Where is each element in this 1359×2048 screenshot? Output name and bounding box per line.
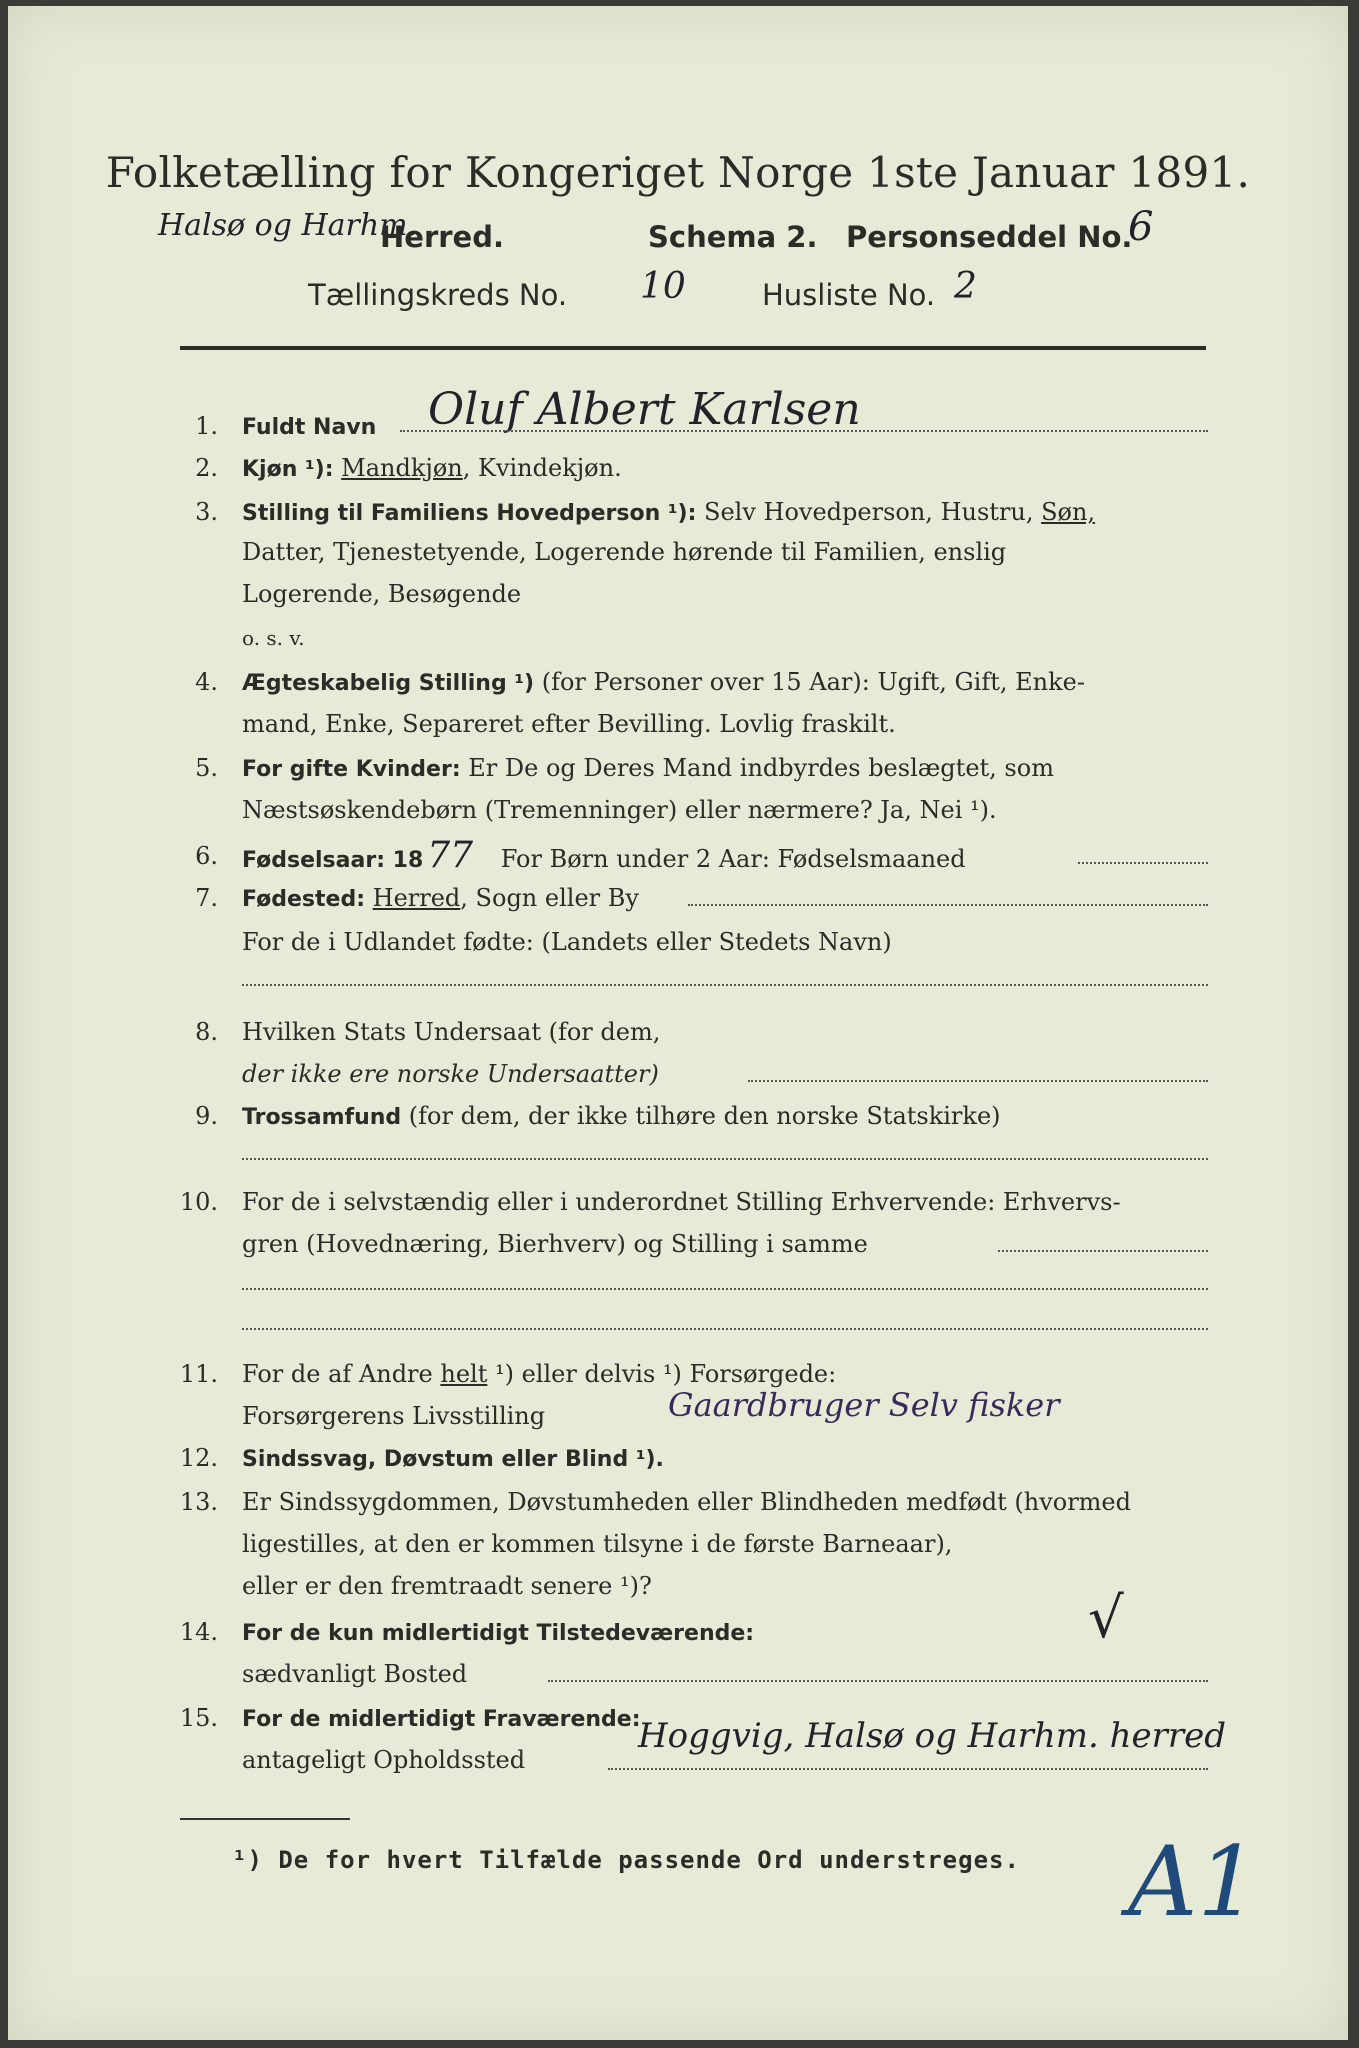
census-form-page: [8, 6, 1348, 2040]
fodested-label: Fødested:: [242, 887, 365, 912]
stilling-options-3: Logerende, Besøgende: [242, 580, 522, 608]
trossamfund-line: [242, 1158, 1208, 1160]
aegteskab-options-2: mand, Enke, Separeret efter Bevilling. Lovlig fraskilt.: [242, 710, 896, 738]
item-number: 6.: [195, 842, 218, 870]
item-number: 9.: [195, 1102, 218, 1130]
erhverv-line-1: [998, 1250, 1208, 1252]
fodested-rest: , Sogn eller By: [460, 884, 639, 912]
kjon-rest: , Kvindekjøn.: [462, 454, 622, 482]
personseddel-number: 6: [1128, 204, 1154, 250]
husliste-label: Husliste No.: [762, 278, 936, 312]
kjon-label: Kjøn ¹):: [242, 457, 334, 482]
medfodt-label: Er Sindssygdommen, Døvstumheden eller Blindheden medfødt (hvormed: [242, 1488, 1131, 1516]
fodested-herred: Herred: [372, 884, 461, 912]
opholdssted-line: [608, 1768, 1208, 1770]
item-number: 8.: [195, 1018, 218, 1046]
item-number: 7.: [195, 884, 218, 912]
fodselsmaaned-label: For Børn under 2 Aar: Fødselsmaaned: [493, 845, 966, 873]
bosted-line: [548, 1680, 1208, 1682]
name-label: Fuldt Navn: [242, 415, 377, 440]
forsorget-text-b: ¹) eller delvis ¹) Forsørgede:: [487, 1360, 837, 1388]
name-value: Oluf Albert Karlsen: [428, 384, 861, 435]
livsstilling-label: Forsørgerens Livsstilling: [242, 1402, 546, 1430]
item-number: 2.: [195, 454, 218, 482]
undersaat-label: Hvilken Stats Undersaat (for dem,: [242, 1018, 661, 1046]
livsstilling-value: Gaardbruger Selv fisker: [668, 1386, 1060, 1424]
udlandet-label: For de i Udlandet fødte: (Landets eller Stedets Navn): [242, 928, 892, 956]
item-number: 11.: [179, 1360, 218, 1388]
personseddel-label: Personseddel No.: [846, 220, 1133, 254]
item-number: 3.: [195, 498, 218, 526]
stilling-osv: o. s. v.: [242, 626, 305, 650]
item-number: 10.: [179, 1188, 218, 1216]
fodselsaar-label: Fødselsaar: 18: [242, 848, 424, 873]
gifte-question: Er De og Deres Mand indbyrdes beslægtet, som: [460, 754, 1054, 782]
husliste-number: 2: [954, 266, 977, 307]
trossamfund-text: (for dem, der ikke tilhøre den norske Statskirke): [401, 1102, 1001, 1130]
header-rule: [180, 346, 1206, 350]
footnote-rule: [180, 1818, 350, 1820]
undersaat-line: [748, 1080, 1208, 1082]
fodested-line: [688, 904, 1208, 906]
gifte-label: For gifte Kvinder:: [242, 757, 461, 782]
stilling-options-2: Datter, Tjenestetyende, Logerende hørende til Familien, enslig: [242, 538, 1007, 566]
medfodt-label-2: ligestilles, at den er kommen tilsyne i de første Barneaar),: [242, 1530, 953, 1558]
herred-label: Herred.: [380, 220, 504, 254]
gifte-question-2: Næstsøskendebørn (Tremenninger) eller nærmere? Ja, Nei ¹).: [242, 796, 997, 824]
name-line: [400, 430, 1208, 432]
corner-mark: A1: [1128, 1826, 1259, 1938]
kreds-label: Tællingskreds No.: [308, 278, 568, 312]
kreds-number: 10: [640, 266, 686, 307]
bosted-label: sædvanligt Bosted: [242, 1660, 468, 1688]
item-number: 15.: [179, 1704, 218, 1732]
schema-label: Schema 2.: [648, 220, 818, 254]
footnote: ¹) De for hvert Tilfælde passende Ord understreges.: [232, 1846, 1020, 1874]
form-title: Folketælling for Kongeriget Norge 1ste Januar 1891.: [105, 148, 1251, 197]
stilling-options: Selv Hovedperson, Hustru,: [696, 498, 1042, 526]
item-number: 5.: [195, 754, 218, 782]
medfodt-label-3: eller er den fremtraadt senere ¹)?: [242, 1572, 652, 1600]
udlandet-line: [242, 984, 1208, 986]
sindssvag-label: Sindssvag, Døvstum eller Blind ¹).: [242, 1447, 664, 1472]
tilstede-label: For de kun midlertidigt Tilstedeværende:: [242, 1621, 755, 1646]
fodselsmaaned-line: [1078, 862, 1208, 864]
fravaerende-label: For de midlertidigt Fraværende:: [242, 1707, 641, 1732]
item-number: 14.: [179, 1618, 218, 1646]
forsorget-text-a: For de af Andre: [242, 1360, 441, 1388]
item-number: 4.: [195, 668, 218, 696]
aegteskab-label: Ægteskabelig Stilling ¹): [242, 671, 535, 696]
herred-handwritten: Halsø og Harhm.: [158, 208, 418, 243]
fodselsaar-value: 77: [427, 835, 474, 876]
trossamfund-label: Trossamfund: [242, 1105, 402, 1130]
opholdssted-label: antageligt Opholdssted: [242, 1746, 526, 1774]
erhverv-line-3: [242, 1328, 1208, 1330]
erhverv-label-2: gren (Hovednæring, Bierhverv) og Stilling i samme: [242, 1230, 868, 1258]
stilling-son: Søn,: [1041, 498, 1096, 526]
stilling-label: Stilling til Familiens Hovedperson ¹):: [242, 501, 697, 526]
erhverv-label: For de i selvstændig eller i underordnet Stilling Erhvervende: Erhvervs-: [242, 1188, 1121, 1216]
item-number: 1.: [195, 412, 218, 440]
item-number: 12.: [179, 1444, 218, 1472]
aegteskab-options: (for Personer over 15 Aar): Ugift, Gift, Enke-: [534, 668, 1085, 696]
forsorget-helt: helt: [440, 1360, 488, 1388]
erhverv-line-2: [242, 1288, 1208, 1290]
check-mark: √: [1088, 1586, 1124, 1651]
kjon-mandkjon: Mandkjøn: [341, 454, 463, 482]
opholdssted-value: Hoggvig, Halsø og Harhm. herred: [638, 1716, 1227, 1756]
undersaat-label-2: der ikke ere norske Undersaatter): [242, 1060, 659, 1088]
item-number: 13.: [179, 1488, 218, 1516]
